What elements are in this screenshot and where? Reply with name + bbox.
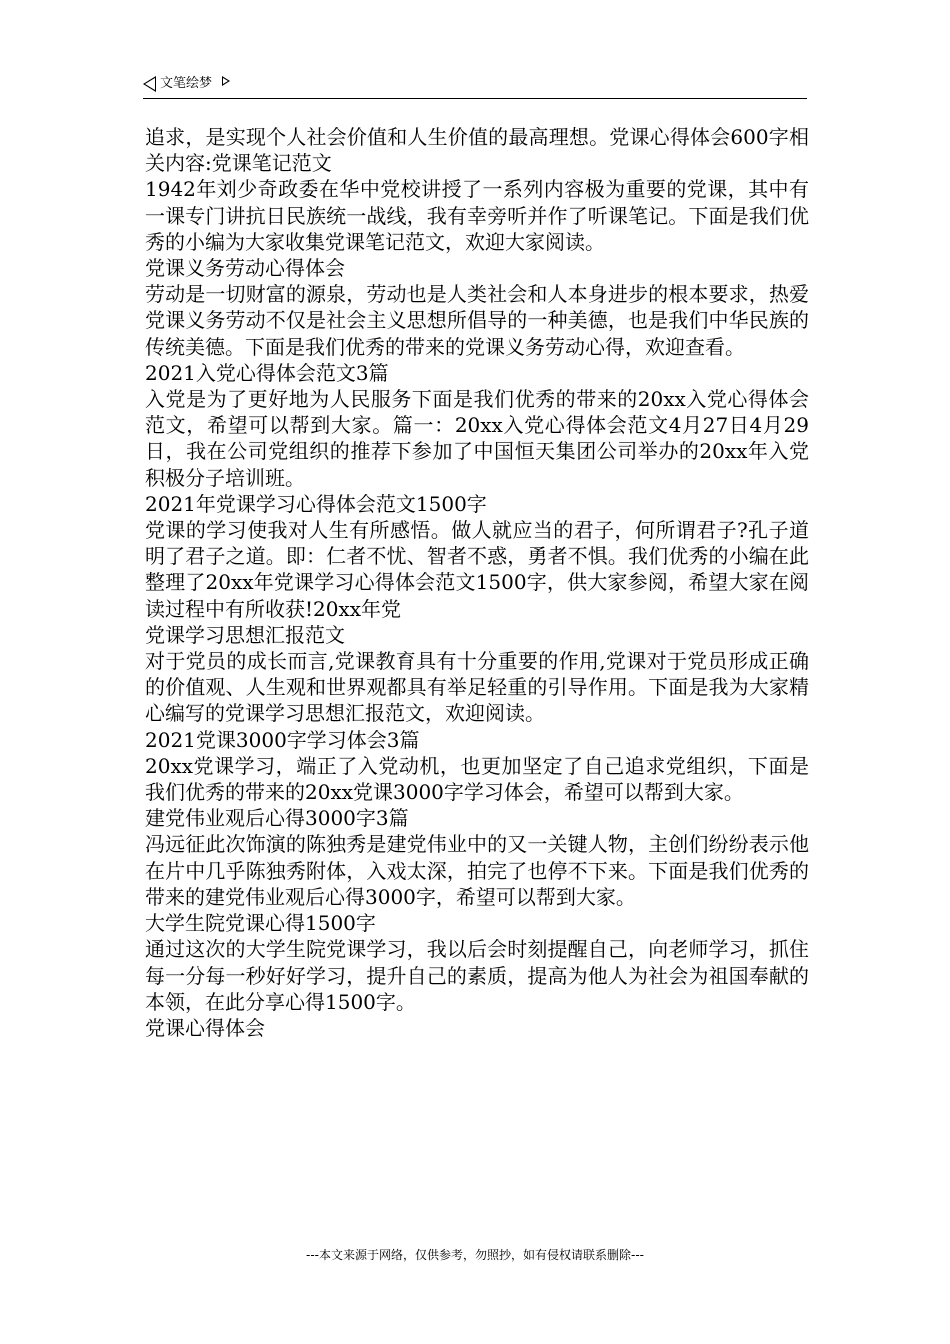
left-triangle-icon <box>143 76 156 92</box>
section-heading: 2021年党课学习心得体会范文1500字 <box>145 491 487 516</box>
paragraph: 党课的学习使我对人生有所感悟。做人就应当的君子，何所谓君子?孔子道明了君子之道。即：仁者不忧、智者不惑，勇者不惧。我们优秀的小编在此整理了20xx年党课学习心得体会范文1500字，供大家参阅，希望大家在阅读过程中有所收获!20xx年党 <box>145 518 809 621</box>
section-heading: 2021党课3000字学习体会3篇 <box>145 727 420 752</box>
paragraph: 通过这次的大学生院党课学习，我以后会时刻提醒自己，向老师学习，抓住每一分每一秒好好学习，提升自己的素质，提高为他人为社会为祖国奉献的本领，在此分享心得1500字。 <box>145 937 809 1014</box>
paragraph: 劳动是一切财富的源泉，劳动也是人类社会和人本身进步的根本要求，热爱党课义务劳动不仅是社会主义思想所倡导的一种美德，也是我们中华民族的传统美德。下面是我们优秀的带来的党课义务劳动心得，欢迎查看。 <box>145 282 809 359</box>
page-footer: ---本文来源于网络，仅供参考，勿照抄，如有侵权请联系删除--- <box>306 1248 644 1262</box>
paragraph: 追求，是实现个人社会价值和人生价值的最高理想。党课心得体会600字相关内容:党课笔记范文 <box>145 125 809 176</box>
paragraph: 冯远征此次饰演的陈独秀是建党伟业中的又一关键人物，主创们纷纷表示他在片中几乎陈独秀附体，入戏太深，拍完了也停不下来。下面是我们优秀的带来的建党伟业观后心得3000字，希望可以帮到大家。 <box>145 832 809 909</box>
paragraph: 对于党员的成长而言,党课教育具有十分重要的作用,党课对于党员形成正确的价值观、人生观和世界观都具有举足轻重的引导作用。下面是我为大家精心编写的党课学习思想汇报范文，欢迎阅读。 <box>145 649 809 726</box>
paragraph: 入党是为了更好地为人民服务下面是我们优秀的带来的20xx入党心得体会范文，希望可以帮到大家。篇一：20xx入党心得体会范文4月27日4月29日，我在公司党组织的推荐下参加了中国恒天集团公司举办的20xx年入党积极分子培训班。 <box>145 387 809 490</box>
paragraph: 20xx党课学习，端正了入党动机，也更加坚定了自己追求党组织，下面是我们优秀的带来的20xx党课3000字学习体会，希望可以帮到大家。 <box>145 753 809 805</box>
section-heading: 党课义务劳动心得体会 <box>145 256 345 281</box>
section-heading: 大学生院党课心得1500字 <box>145 911 376 936</box>
page-header <box>143 74 807 99</box>
section-heading: 党课学习思想汇报范文 <box>145 622 345 647</box>
paragraph: 1942年刘少奇政委在华中党校讲授了一系列内容极为重要的党课，其中有一课专门讲抗日民族统一战线，我有幸旁听并作了听课笔记。下面是我们优秀的小编为大家收集党课笔记范文，欢迎大家阅读。 <box>145 177 809 254</box>
section-heading: 党课心得体会 <box>145 1015 265 1040</box>
document-body <box>145 124 809 1041</box>
section-heading: 建党伟业观后心得3000字3篇 <box>145 806 409 831</box>
section-heading: 2021入党心得体会范文3篇 <box>145 360 389 385</box>
header-title: 文笔绘梦 <box>160 76 213 91</box>
right-triangle-icon <box>222 76 230 86</box>
